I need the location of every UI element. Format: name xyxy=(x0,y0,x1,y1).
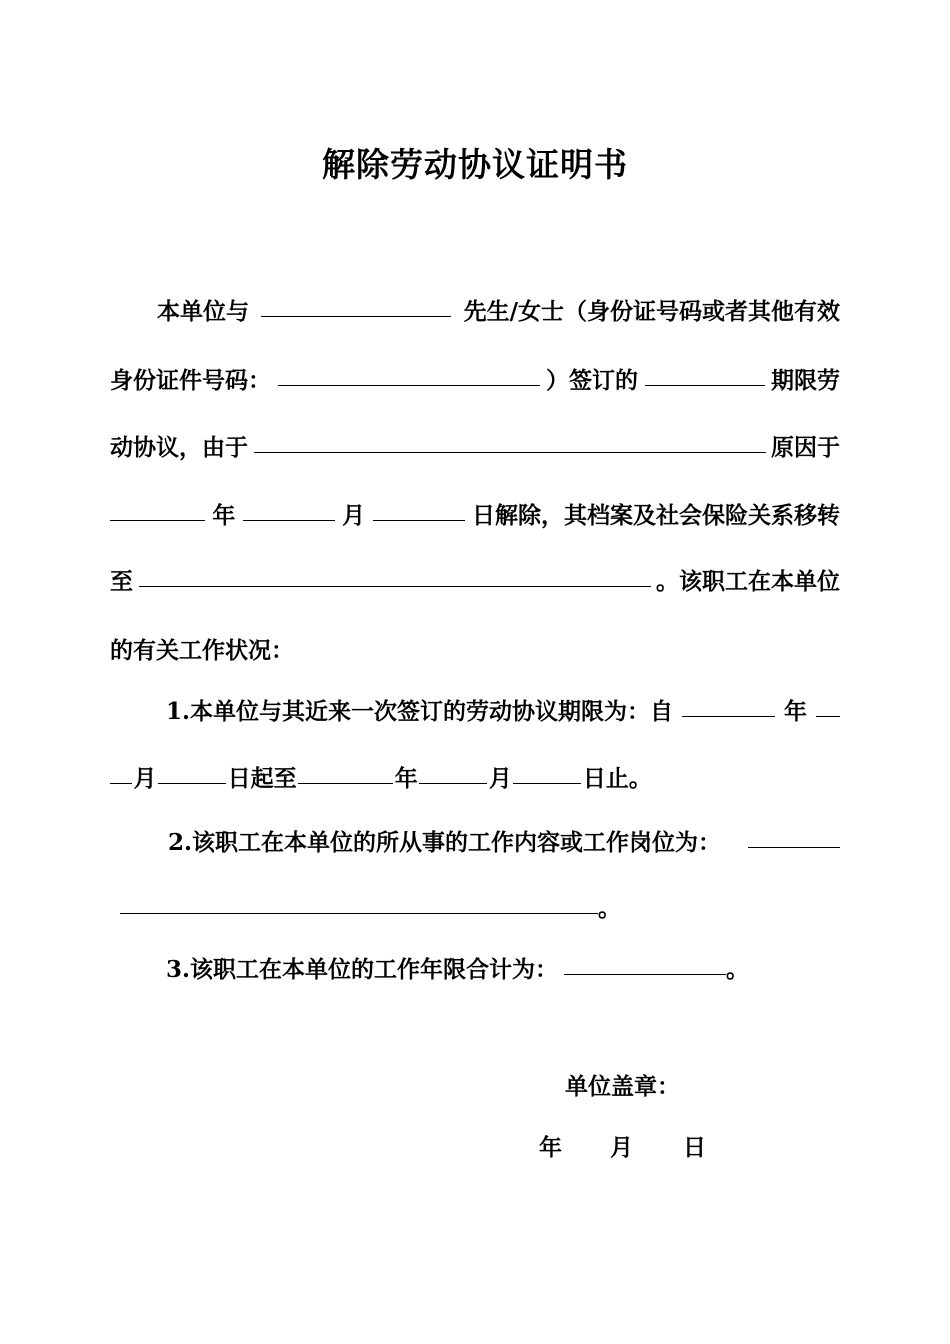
text-segment: 1.本单位与其近来一次签订的劳动协议期限为：自 xyxy=(166,698,674,725)
date-month-label: 月 xyxy=(610,1134,633,1161)
text-segment: 的有关工作状况： xyxy=(110,637,294,664)
blank-job-content-b[interactable] xyxy=(120,913,598,914)
blank-reason-field[interactable] xyxy=(254,452,766,453)
blank-contract-end-month[interactable] xyxy=(419,783,487,784)
blank-contract-start-day[interactable] xyxy=(158,783,226,784)
blank-term-field[interactable] xyxy=(645,385,765,386)
date-day-label: 日 xyxy=(683,1134,706,1161)
item2-line-2 xyxy=(120,889,621,929)
blank-contract-start-year[interactable] xyxy=(682,716,775,717)
seal-label: 单位盖章： xyxy=(565,1073,680,1100)
blank-transfer-to-field[interactable] xyxy=(139,586,651,587)
para-line-6 xyxy=(110,631,294,671)
item1-line-1 xyxy=(166,692,840,732)
item3-line xyxy=(166,950,749,990)
para-line-1 xyxy=(157,292,840,332)
text-segment: 3.该职工在本单位的工作年限合计为： xyxy=(166,956,559,983)
text-segment: 年 xyxy=(783,698,807,725)
blank-day-field[interactable] xyxy=(373,520,465,521)
text-segment: 日止。 xyxy=(582,765,652,792)
blank-contract-end-year[interactable] xyxy=(298,783,393,784)
text-segment: 期限劳 xyxy=(771,367,840,394)
text-segment: 。 xyxy=(598,895,621,922)
para-line-5 xyxy=(110,562,840,602)
blank-name-field[interactable] xyxy=(261,316,451,317)
text-segment: 年 xyxy=(394,765,418,792)
item2-line-1 xyxy=(168,823,840,863)
text-segment: 年 xyxy=(212,502,236,529)
text-segment: 日起至 xyxy=(227,765,297,792)
date-year-label: 年 xyxy=(539,1134,562,1161)
text-segment: ）签订的 xyxy=(546,367,638,394)
text-segment: 2.该职工在本单位的所从事的工作内容或工作岗位为： xyxy=(168,829,722,856)
blank-contract-start-month-a[interactable] xyxy=(816,716,840,717)
text-segment: 。 xyxy=(726,956,750,983)
text-segment: 原因于 xyxy=(771,434,840,461)
text-segment: 本单位与 xyxy=(157,298,249,325)
text-segment: 至 xyxy=(110,568,133,595)
para-line-2 xyxy=(110,361,840,401)
text-segment: 身份证件号码： xyxy=(110,367,271,394)
text-segment: 日解除，其档案及社会保险关系移转 xyxy=(471,502,840,529)
text-segment: 。该职工在本单位 xyxy=(656,568,840,595)
blank-month-field[interactable] xyxy=(243,520,335,521)
blank-contract-end-day[interactable] xyxy=(513,783,581,784)
blank-work-years[interactable] xyxy=(564,974,726,975)
text-segment: 动协议，由于 xyxy=(110,434,248,461)
text-segment: 月 xyxy=(488,765,512,792)
blank-id-number-field[interactable] xyxy=(278,385,540,386)
blank-job-content-a[interactable] xyxy=(748,847,840,848)
document-title: 解除劳动协议证明书 xyxy=(322,145,628,184)
blank-contract-start-month-b[interactable] xyxy=(110,783,132,784)
blank-year-field[interactable] xyxy=(110,520,205,521)
text-segment: 先生/女士（身份证号码或者其他有效 xyxy=(463,298,840,325)
para-line-4 xyxy=(110,496,840,536)
para-line-3 xyxy=(110,428,840,468)
item1-line-2 xyxy=(110,759,652,799)
text-segment: 月 xyxy=(133,765,157,792)
text-segment: 月 xyxy=(342,502,366,529)
